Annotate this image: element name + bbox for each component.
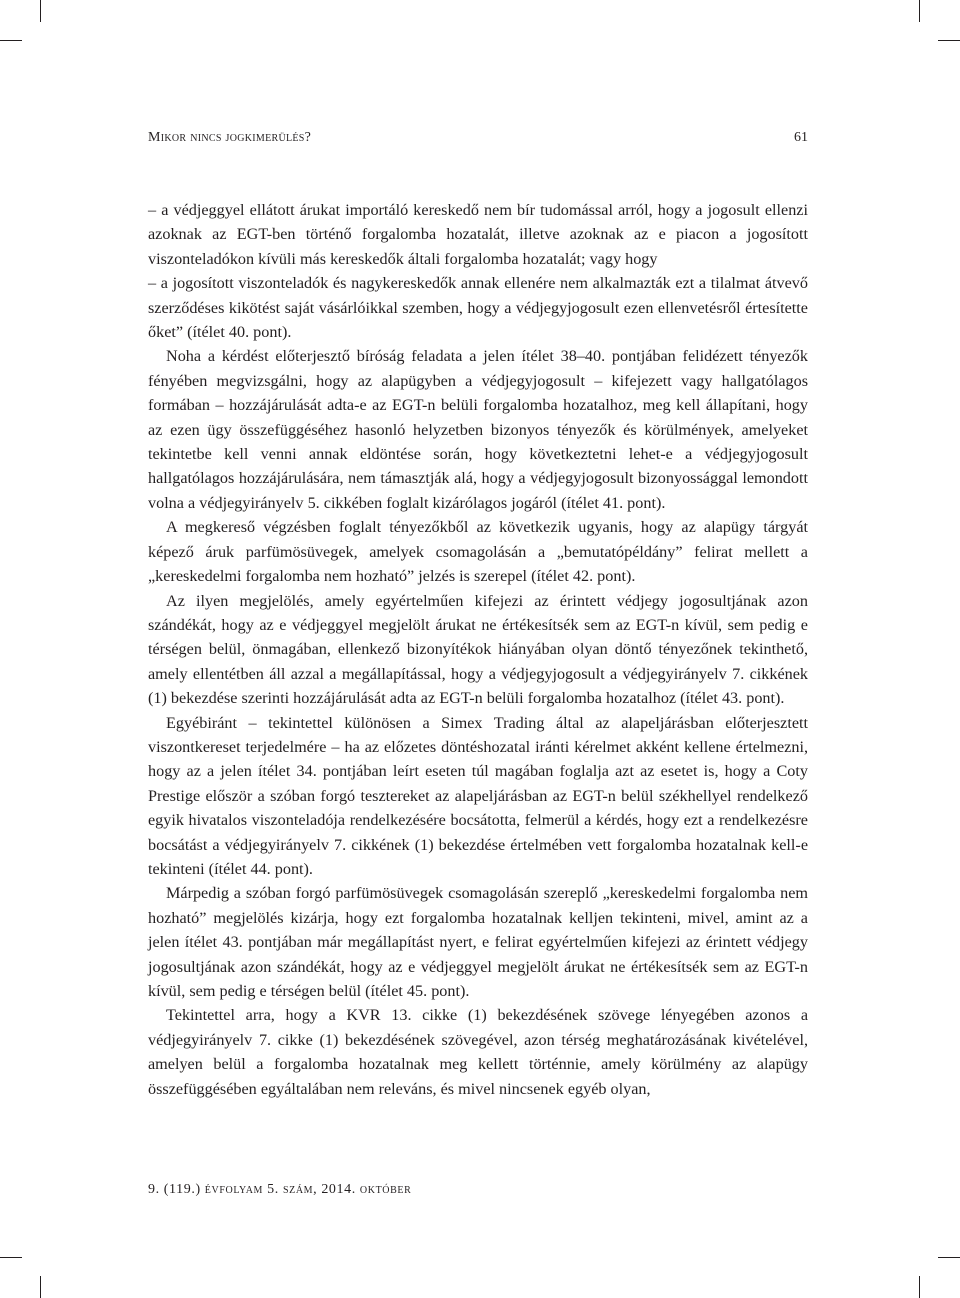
paragraph: A megkereső végzésben foglalt tényezőkből az következik ugyanis, hogy az alapügy tárgyát képező áruk parfümösüvegek, amelyek csomagolásán a „bemutatópéldány” felirat mellett a „kereskedelmi forgalomba nem hozható” jelzés is szerepel (ítélet 42. pont).	[148, 518, 808, 586]
crop-mark-bottom-right-v	[919, 1276, 920, 1298]
paragraph-dash-1: – a védjeggyel ellátott árukat importáló kereskedő nem bír tudomással arról, hogy a jogosult ellenzi azoknak az EGT-ben történő forgalomba hozatalát, illetve azoknak az e piacon a jogosított viszonteladókon kívüli más kereskedők általi forgalomba hozatalát; vagy hogy	[148, 201, 808, 268]
running-head-title: Mikor nincs jogkimerülés?	[148, 130, 312, 145]
crop-mark-bottom-left-v	[40, 1276, 41, 1298]
paragraph-dash-2: – a jogosított viszonteladók és nagykereskedők annak ellenére nem alkalmazták ezt a tilalmat átvevő szerződéses kikötést saját vásárlóikkal szemben, hogy a védjegyjogosult ezen ellenvetésről értesítette őket” (ítélet 40. pont).	[148, 274, 808, 342]
page-number: 61	[794, 130, 808, 145]
journal-footer: 9. (119.) évfolyam 5. szám, 2014. október	[148, 1182, 412, 1197]
crop-mark-bottom-left-h	[0, 1257, 22, 1258]
crop-mark-top-right-h	[938, 40, 960, 41]
paragraph: Az ilyen megjelölés, amely egyértelműen kifejezi az érintett védjegy jogosultjának azon szándékát, hogy az e védjeggyel megjelölt árukat ne értékesítsék sem az EGT-n kívül, sem pedig e térségen belül, önmagában, ellenkező bizonyítékok hiányában olyan döntő tényezőnek tekinthető, amely ellentétben áll azzal a megállapítással, hogy a védjegyjogosult a védjegyirányelv 7. cikkének (1) bekezdése szerinti hozzájárulását adta az EGT-n belüli forgalomba hozatalhoz (ítélet 43. pont).	[148, 591, 808, 708]
crop-mark-top-right-v	[919, 0, 920, 22]
paragraph: Egyébiránt – tekintettel különösen a Simex Trading által az alapeljárásban előterjesztett viszontkereset terjedelmére – ha az előzetes döntéshozatal iránti kérelmet akként kellene értelmezni, hogy az a jelen ítélet 34. pontjában leírt eseten túl magában foglalja azt az esetet is, hogy a Coty Prestige először a szóban forgó tesztereket az alapeljárásban az EGT-n belül székhellyel rendelkező egyik hivatalos viszonteladója rendelkezésére bocsátotta, felmerül a kérdés, hogy ezt a rendelkezésre bocsátást a védjegyirányelv 7. cikkének (1) bekezdése értelmében vett forgalomba hozatalnak kell-e tekinteni (ítélet 44. pont).	[148, 713, 808, 878]
paragraph: Tekintettel arra, hogy a KVR 13. cikke (1) bekezdésének szövege lényegében azonos a védjegyirányelv 7. cikke (1) bekezdésének szövegével, azon térség meghatározásának kivételével, amelyen belül a forgalomba hozatalnak meg kellett történnie, amely körülmény az alapügy összefüggésében egyáltalában nem releváns, és mivel nincsenek egyéb olyan,	[148, 1006, 808, 1098]
crop-mark-top-left-h	[0, 40, 22, 41]
running-head	[148, 130, 808, 152]
crop-mark-bottom-right-h	[938, 1257, 960, 1258]
paragraph: Márpedig a szóban forgó parfümösüvegek csomagolásán szereplő „kereskedelmi forgalomba nem hozható” megjelölés kizárja, hogy ezt forgalomba hozatalnak kelljen tekinteni, mivel, amint az a jelen ítélet 43. pontjában már megállapítást nyert, e felirat egyértelműen kifejezi az érintett védjegy jogosultjának azon szándékát, hogy az e védjeggyel megjelölt árukat ne értékesítsék sem az EGT-n kívül, sem pedig e térségen belül (ítélet 45. pont).	[148, 884, 808, 1000]
body-text	[148, 198, 808, 1101]
paragraph: Noha a kérdést előterjesztő bíróság feladata a jelen ítélet 38–40. pontjában felidézett tényezők fényében megvizsgálni, hogy az alapügyben a védjegyjogosult – kifejezett vagy hallgatólagos formában – hozzájárulását adta-e az EGT-n belüli forgalomba hozatalhoz, meg kell állapítani, hogy az ezen ügy összefüggéséhez hasonló helyzetben bizonyos tényezők és körülmények, amelyeket tekintetbe kell venni annak eldöntése során, hogy következtetni lehet-e a védjegyjogosult hallgatólagos hozzájárulására, nem támasztják alá, hogy a védjegyjogosult bizonyossággal lemondott volna a védjegyirányelv 5. cikkében foglalt kizárólagos jogáról (ítélet 41. pont).	[148, 347, 808, 512]
crop-mark-top-left-v	[40, 0, 41, 22]
